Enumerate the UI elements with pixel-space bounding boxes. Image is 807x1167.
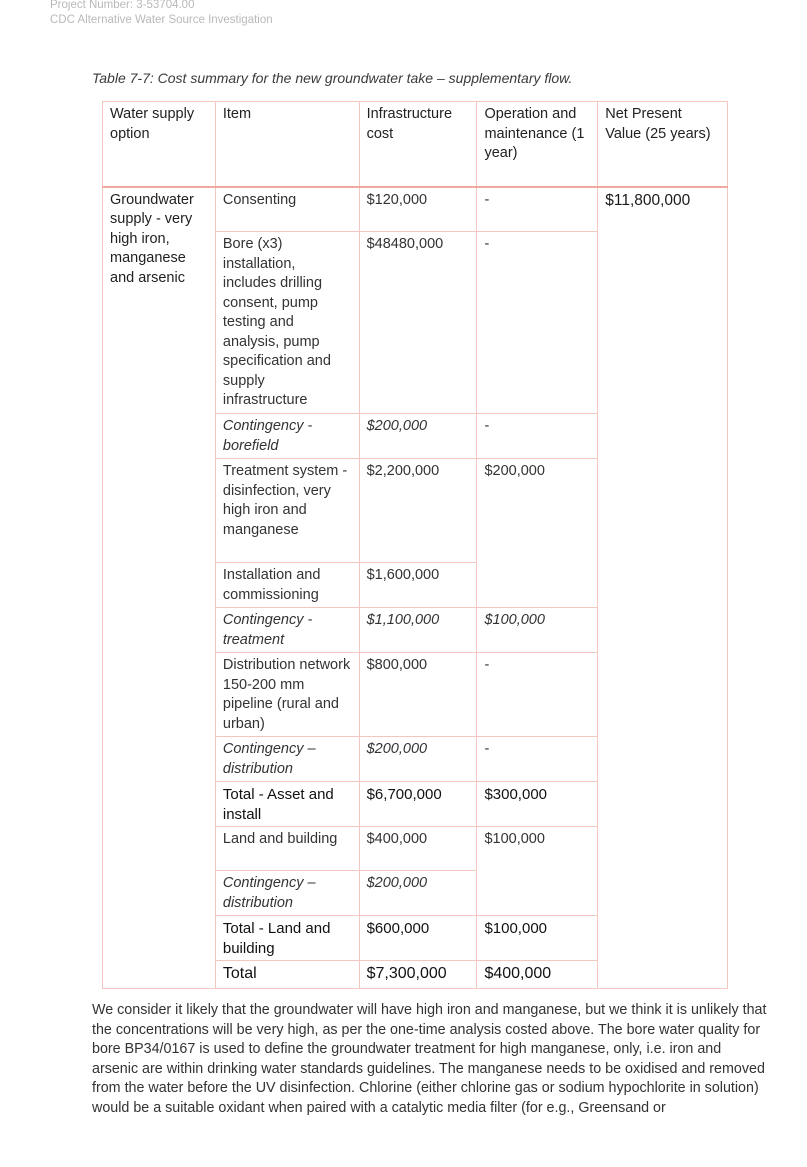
header-option: Water supply option bbox=[103, 102, 216, 187]
om-cost-cell: - bbox=[477, 653, 598, 737]
infrastructure-cost-cell: $600,000 bbox=[359, 916, 477, 961]
item-cell: Total bbox=[215, 961, 359, 989]
header-npv: Net Present Value (25 years) bbox=[598, 102, 728, 187]
om-cost-cell: - bbox=[477, 232, 598, 414]
infrastructure-cost-cell: $200,000 bbox=[359, 414, 477, 459]
cost-summary-table bbox=[102, 101, 728, 989]
infrastructure-cost-cell: $1,600,000 bbox=[359, 563, 477, 608]
water-supply-option: Groundwater supply - very high iron, manganese and arsenic bbox=[103, 187, 216, 989]
item-cell: Contingency - borefield bbox=[215, 414, 359, 459]
infrastructure-cost-cell: $200,000 bbox=[359, 871, 477, 916]
project-number: Project Number: 3-53704.00 bbox=[50, 0, 195, 11]
infrastructure-cost-cell: $200,000 bbox=[359, 737, 477, 782]
page-header bbox=[50, 0, 273, 28]
item-cell: Consenting bbox=[215, 187, 359, 232]
om-cost-cell: - bbox=[477, 414, 598, 459]
om-cost-cell: $200,000 bbox=[477, 459, 598, 608]
item-cell: Contingency - treatment bbox=[215, 608, 359, 653]
infrastructure-cost-cell: $7,300,000 bbox=[359, 961, 477, 989]
infrastructure-cost-cell: $2,200,000 bbox=[359, 459, 477, 563]
item-cell: Installation and commissioning bbox=[215, 563, 359, 608]
table-header-row bbox=[103, 102, 728, 187]
header-operation-maintenance: Operation and maintenance (1 year) bbox=[477, 102, 598, 187]
item-cell: Distribution network 150-200 mm pipeline (rural and urban) bbox=[215, 653, 359, 737]
om-cost-cell: $300,000 bbox=[477, 782, 598, 827]
item-cell: Land and building bbox=[215, 827, 359, 871]
om-cost-cell: $100,000 bbox=[477, 608, 598, 653]
infrastructure-cost-cell: $48480,000 bbox=[359, 232, 477, 414]
net-present-value: $11,800,000 bbox=[598, 187, 728, 989]
infrastructure-cost-cell: $1,100,000 bbox=[359, 608, 477, 653]
om-cost-cell: - bbox=[477, 187, 598, 232]
item-cell: Contingency – distribution bbox=[215, 737, 359, 782]
item-cell: Bore (x3) installation, includes drilling consent, pump testing and analysis, pump specification and supply infrastructure bbox=[215, 232, 359, 414]
table-caption: Table 7-7: Cost summary for the new groundwater take – supplementary flow. bbox=[92, 70, 573, 86]
infrastructure-cost-cell: $400,000 bbox=[359, 827, 477, 871]
header-infrastructure-cost: Infrastructure cost bbox=[359, 102, 477, 187]
infrastructure-cost-cell: $120,000 bbox=[359, 187, 477, 232]
table-row bbox=[103, 187, 728, 232]
item-cell: Treatment system - disinfection, very high iron and manganese bbox=[215, 459, 359, 563]
infrastructure-cost-cell: $800,000 bbox=[359, 653, 477, 737]
body-paragraph: We consider it likely that the groundwater will have high iron and manganese, but we think it is unlikely that the concentrations will be very high, as per the one-time analysis costed above. The bore water quality for bore BP34/0167 is used to define the groundwater treatment for high manganese, only, i.e. iron and arsenic are within drinking water standards guidelines. The manganese needs to be oxidised and removed from the water before the UV disinfection. Chlorine (either chlorine gas or sodium hypochlorite in solution) would be a suitable oxidant when paired with a catalytic media filter (for e.g., Greensand or bbox=[92, 1002, 767, 1116]
om-cost-cell: $100,000 bbox=[477, 827, 598, 916]
header-item: Item bbox=[215, 102, 359, 187]
infrastructure-cost-cell: $6,700,000 bbox=[359, 782, 477, 827]
item-cell: Total - Asset and install bbox=[215, 782, 359, 827]
item-cell: Contingency – distribution bbox=[215, 871, 359, 916]
item-cell: Total - Land and building bbox=[215, 916, 359, 961]
om-cost-cell: - bbox=[477, 737, 598, 782]
om-cost-cell: $400,000 bbox=[477, 961, 598, 989]
om-cost-cell: $100,000 bbox=[477, 916, 598, 961]
project-title: CDC Alternative Water Source Investigation bbox=[50, 14, 273, 26]
